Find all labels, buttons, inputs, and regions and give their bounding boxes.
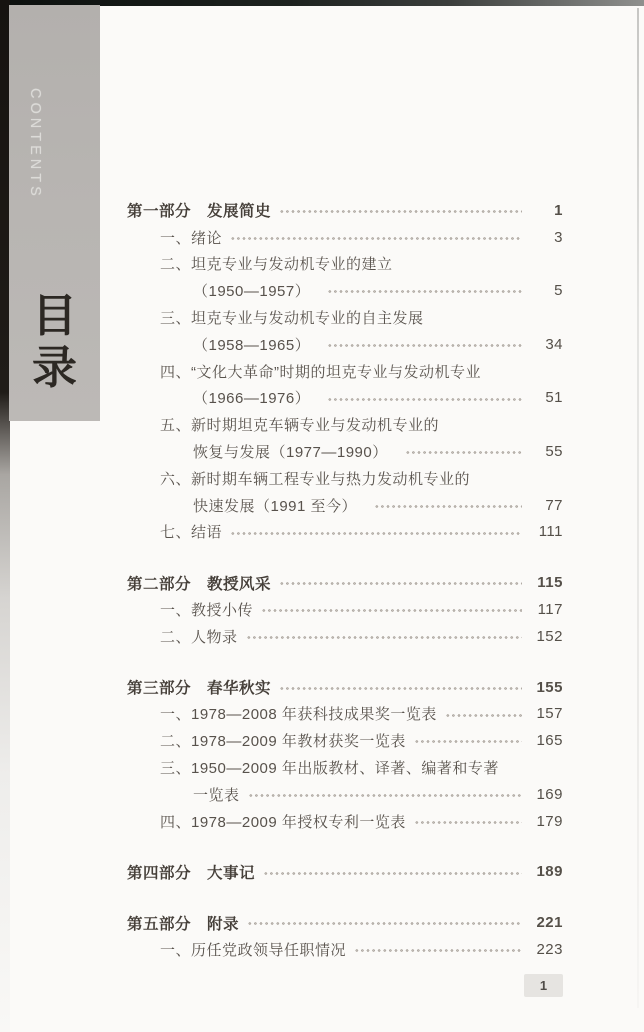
- toc-entry-continuation: [127, 385, 563, 412]
- dot-leader: [405, 438, 522, 465]
- toc-entry: [127, 411, 563, 438]
- mulu-char-1: 目: [31, 290, 77, 341]
- dot-leader: [414, 808, 522, 835]
- toc-section-label: 第一部分 发展简史: [127, 203, 272, 221]
- contents-vertical-label: CONTENTS: [27, 88, 43, 200]
- toc-entry: [127, 304, 563, 331]
- dot-leader: [261, 596, 522, 623]
- toc-entry: [127, 519, 563, 546]
- toc-section-header: [127, 859, 563, 886]
- dot-leader: [327, 385, 522, 412]
- toc-entry: [127, 251, 563, 278]
- toc-entry-label: （1966—1976）: [193, 390, 311, 408]
- toc-page-number: 3: [554, 228, 563, 246]
- toc-page-number: 117: [537, 601, 563, 619]
- dot-leader: [230, 519, 522, 546]
- toc-page-number: 152: [536, 627, 563, 645]
- toc-page-number: 1: [554, 201, 563, 219]
- toc-page-number: 111: [538, 523, 563, 541]
- dot-leader: [374, 492, 522, 519]
- dot-leader: [279, 569, 522, 596]
- toc-entry-label: 一览表: [193, 786, 240, 804]
- dot-leader: [248, 781, 522, 808]
- toc-entry: [127, 465, 563, 492]
- toc-entry-label: 三、坦克专业与发动机专业的自主发展: [160, 310, 424, 328]
- toc-section-header: [127, 569, 563, 596]
- mulu-char-2: 录: [31, 342, 77, 393]
- toc-entry-continuation: [127, 331, 563, 358]
- toc-entry: [127, 754, 563, 781]
- dot-leader: [247, 909, 522, 936]
- footer-page-number: 1: [524, 974, 563, 997]
- toc-page-number: 169: [536, 785, 563, 803]
- toc-page-number: 51: [545, 389, 563, 407]
- toc-entry-continuation: [127, 277, 563, 304]
- toc-entry: [127, 808, 563, 835]
- toc-page-number: 165: [536, 732, 563, 750]
- toc-entry: [127, 358, 563, 385]
- toc-entry-label: （1950—1957）: [193, 283, 311, 301]
- toc-entry-label: 一、历任党政领导任职情况: [160, 942, 347, 960]
- toc-section-label: 第三部分 春华秋实: [127, 680, 272, 698]
- toc-section-label: 第二部分 教授风采: [127, 575, 272, 593]
- dot-leader: [327, 277, 522, 304]
- toc-section-header: [127, 674, 563, 701]
- toc-entry-label: 四、1978—2009 年授权专利一览表: [160, 813, 406, 831]
- mulu-title: [9, 290, 100, 394]
- toc-entry-continuation: [127, 438, 563, 465]
- dot-leader: [354, 936, 522, 963]
- dot-leader: [263, 859, 522, 886]
- dot-leader: [230, 224, 522, 251]
- toc-page-number: 179: [536, 812, 563, 830]
- toc-entry-label: 三、1950—2009 年出版教材、译著、编著和专著: [160, 760, 499, 778]
- toc-entry: [127, 596, 563, 623]
- dot-leader: [445, 701, 522, 728]
- toc-entry-label: （1958—1965）: [193, 336, 311, 354]
- dot-leader: [327, 331, 522, 358]
- dot-leader: [414, 727, 522, 754]
- dot-leader: [279, 674, 522, 701]
- toc-page-number: 115: [537, 574, 563, 592]
- toc-page-number: 77: [545, 496, 563, 514]
- toc-entry: [127, 727, 563, 754]
- toc-page-number: 157: [536, 705, 563, 723]
- toc-entry-label: 二、1978—2009 年教材获奖一览表: [160, 733, 406, 751]
- toc-entry-label: 五、新时期坦克车辆专业与发动机专业的: [160, 417, 440, 435]
- toc-page-number: 221: [536, 914, 563, 932]
- toc-section-label: 第五部分 附录: [127, 915, 240, 933]
- toc-page-number: 223: [536, 941, 563, 959]
- dot-leader: [246, 623, 522, 650]
- toc-entry-label: 四、“文化大革命”时期的坦克专业与发动机专业: [160, 363, 481, 381]
- toc-page-number: 155: [536, 678, 563, 696]
- toc-entry: [127, 936, 563, 963]
- toc-page-number: 34: [545, 335, 563, 353]
- toc-entry: [127, 224, 563, 251]
- toc-entry-label: 一、教授小传: [160, 602, 254, 620]
- toc-entry: [127, 701, 563, 728]
- scan-right-edge: [637, 8, 639, 1008]
- dot-leader: [279, 197, 522, 224]
- toc-entry-label: 恢复与发展（1977—1990）: [193, 444, 388, 462]
- toc-page-number: 5: [554, 282, 563, 300]
- toc-page-number: 189: [536, 863, 563, 881]
- table-of-contents: [127, 197, 563, 963]
- toc-page-number: 55: [545, 443, 563, 461]
- toc-entry-label: 二、人物录: [160, 628, 238, 646]
- toc-entry: [127, 623, 563, 650]
- toc-entry-label: 一、1978—2008 年获科技成果奖一览表: [160, 706, 437, 724]
- toc-entry-label: 六、新时期车辆工程专业与热力发动机专业的: [160, 470, 471, 488]
- toc-section-header: [127, 909, 563, 936]
- toc-entry-continuation: [127, 781, 563, 808]
- toc-entry-label: 七、结语: [160, 524, 223, 542]
- toc-entry-label: 快速发展（1991 至今）: [193, 497, 358, 515]
- toc-section-label: 第四部分 大事记: [127, 864, 256, 882]
- toc-entry-label: 一、绪论: [160, 229, 223, 247]
- toc-section-header: [127, 197, 563, 224]
- toc-entry-continuation: [127, 492, 563, 519]
- toc-entry-label: 二、坦克专业与发动机专业的建立: [160, 256, 393, 274]
